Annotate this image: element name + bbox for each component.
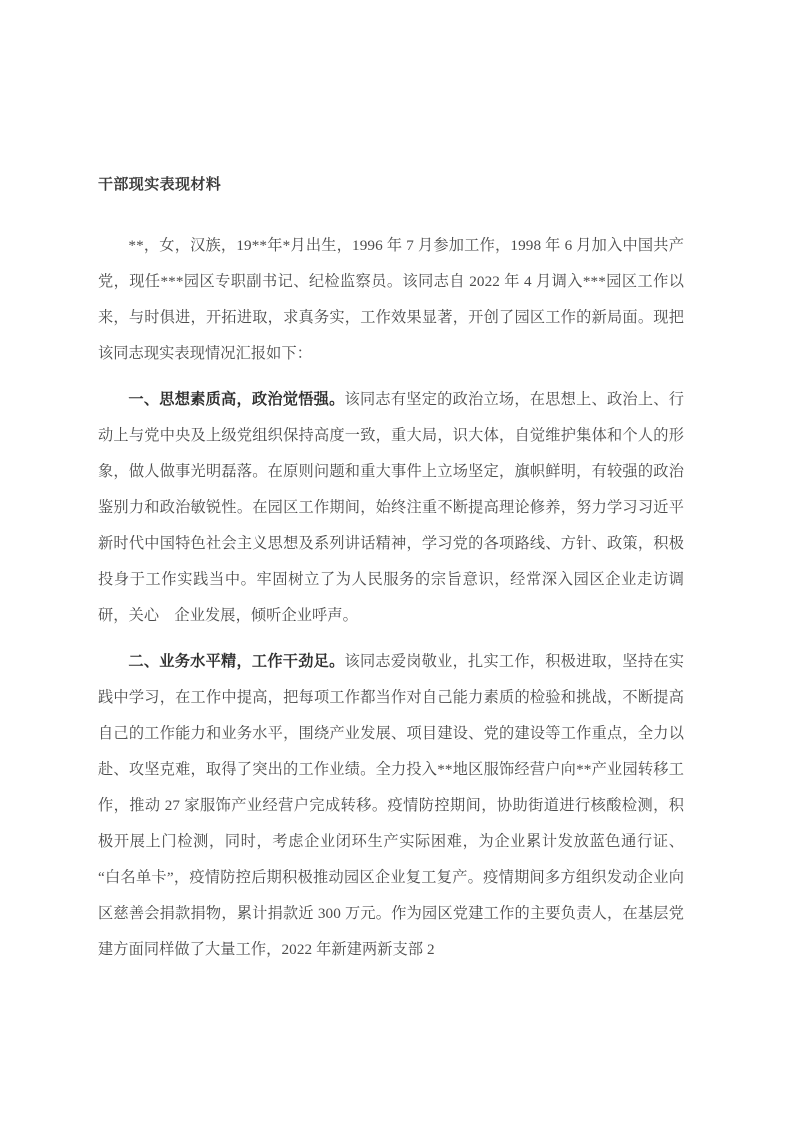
paragraph-intro-text: **，女，汉族，19**年*月出生，1996 年 7 月参加工作，1998 年 6 月加入中国共产党，现任***园区专职副书记、纪检监察员。该同志自 2022 年 4 月调入***园区工作以来，与时俱进，开拓进取，求真务实，工作效果显著，开创了园区工作的新局面。现把该同志现实表现情况汇报如下： bbox=[98, 237, 684, 362]
page-title: 干部现实表现材料 bbox=[98, 177, 222, 193]
section-one-heading: 一、思想素质高，政治觉悟强。 bbox=[128, 391, 345, 408]
paragraph-section-one bbox=[98, 382, 684, 634]
section-one-text: 该同志有坚定的政治立场，在思想上、政治上、行动上与党中央及上级党组织保持高度一致，重大局，识大体，自觉维护集体和个人的形象，做人做事光明磊落。在原则问题和重大事件上立场坚定，旗帜鲜明，有较强的政治鉴别力和政治敏锐性。在园区工作期间，始终注重不断提高理论修养，努力学习习近平新时代中国特色社会主义思想及系列讲话精神，学习党的各项路线、方针、政策，积极投身于工作实践当中。牢固树立了为人民服务的宗旨意识，经常深入园区企业走访调研，关心 企业发展，倾听企业呼声。 bbox=[98, 391, 684, 624]
document-body bbox=[98, 172, 684, 968]
section-two-heading: 二、业务水平精，工作干劲足。 bbox=[128, 653, 345, 670]
paragraph-intro bbox=[98, 228, 684, 372]
section-two-text: 该同志爱岗敬业，扎实工作，积极进取，坚持在实践中学习，在工作中提高，把每项工作都当作对自己能力素质的检验和挑战，不断提高自己的工作能力和业务水平，围绕产业发展、项目建设、党的建设等工作重点，全力以赴、攻坚克难，取得了突出的工作业绩。全力投入**地区服饰经营户向**产业园转移工作，推动 27 家服饰产业经营户完成转移。疫情防控期间，协助街道进行核酸检测，积极开展上门检测，同时，考虑企业闭环生产实际困难，为企业累计发放蓝色通行证、“白名单卡”，疫情防控后期积极推动园区企业复工复产。疫情期间多方组织发动企业向区慈善会捐款捐物，累计捐款近 300 万元。作为园区党建工作的主要负责人，在基层党建方面同样做了大量工作，2022 年新建两新支部 2 bbox=[98, 653, 684, 958]
paragraph-section-two bbox=[98, 644, 684, 968]
